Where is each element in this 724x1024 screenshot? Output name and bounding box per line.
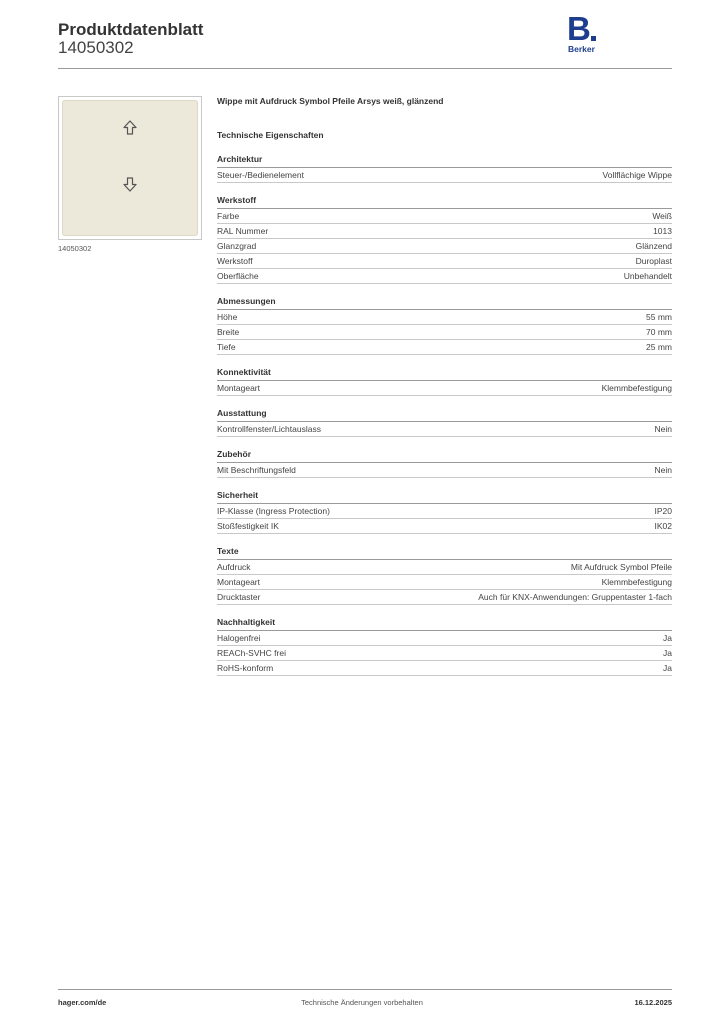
spec-table bbox=[217, 152, 672, 686]
spec-section bbox=[217, 365, 672, 396]
spec-section bbox=[217, 406, 672, 437]
spec-label: Stoßfestigkeit IK bbox=[217, 521, 279, 531]
spec-section bbox=[217, 615, 672, 676]
spec-label: Montageart bbox=[217, 383, 260, 393]
spec-value: Glänzend bbox=[635, 241, 672, 251]
spec-row bbox=[217, 519, 672, 534]
spec-row bbox=[217, 560, 672, 575]
spec-row bbox=[217, 661, 672, 676]
spec-value: Nein bbox=[654, 465, 672, 475]
spec-section bbox=[217, 294, 672, 355]
spec-row bbox=[217, 590, 672, 605]
image-caption: 14050302 bbox=[58, 244, 92, 253]
tech-properties-heading: Technische Eigenschaften bbox=[217, 130, 324, 140]
spec-label: Höhe bbox=[217, 312, 238, 322]
spec-row bbox=[217, 504, 672, 519]
spec-row bbox=[217, 340, 672, 355]
section-title: Architektur bbox=[217, 152, 672, 168]
spec-label: Aufdruck bbox=[217, 562, 251, 572]
spec-section bbox=[217, 193, 672, 284]
header-divider bbox=[58, 68, 672, 69]
spec-row bbox=[217, 239, 672, 254]
spec-row bbox=[217, 422, 672, 437]
section-title: Sicherheit bbox=[217, 488, 672, 504]
spec-value: Mit Aufdruck Symbol Pfeile bbox=[570, 562, 672, 572]
spec-value: Auch für KNX-Anwendungen: Gruppentaster 1-fach bbox=[478, 592, 672, 602]
section-title: Ausstattung bbox=[217, 406, 672, 422]
logo-letter: B bbox=[567, 10, 591, 47]
footer-divider bbox=[58, 989, 672, 990]
spec-value: Ja bbox=[663, 633, 672, 643]
section-title: Abmessungen bbox=[217, 294, 672, 310]
section-title: Werkstoff bbox=[217, 193, 672, 209]
page-title: Produktdatenblatt bbox=[58, 20, 204, 39]
spec-value: Klemmbefestigung bbox=[601, 577, 672, 587]
spec-value: Unbehandelt bbox=[623, 271, 672, 281]
spec-row bbox=[217, 381, 672, 396]
spec-section bbox=[217, 447, 672, 478]
spec-value: IK02 bbox=[654, 521, 672, 531]
spec-label: Montageart bbox=[217, 577, 260, 587]
spec-value: Nein bbox=[654, 424, 672, 434]
spec-label: Drucktaster bbox=[217, 592, 261, 602]
spec-section bbox=[217, 152, 672, 183]
arrow-up-outline-icon bbox=[120, 118, 140, 138]
spec-value: 25 mm bbox=[646, 342, 672, 352]
spec-row bbox=[217, 254, 672, 269]
footer-website: hager.com/de bbox=[58, 998, 107, 1007]
spec-label: REACh-SVHC frei bbox=[217, 648, 286, 658]
arrow-down-outline-icon bbox=[120, 174, 140, 194]
product-name: Wippe mit Aufdruck Symbol Pfeile Arsys weiß, glänzend bbox=[217, 96, 444, 106]
spec-row bbox=[217, 646, 672, 661]
spec-row bbox=[217, 310, 672, 325]
spec-row bbox=[217, 631, 672, 646]
spec-label: Breite bbox=[217, 327, 240, 337]
section-title: Zubehör bbox=[217, 447, 672, 463]
spec-label: Tiefe bbox=[217, 342, 236, 352]
section-title: Nachhaltigkeit bbox=[217, 615, 672, 631]
spec-label: Oberfläche bbox=[217, 271, 259, 281]
spec-row bbox=[217, 168, 672, 183]
spec-label: RoHS-konform bbox=[217, 663, 274, 673]
spec-label: RAL Nummer bbox=[217, 226, 269, 236]
spec-value: Weiß bbox=[652, 211, 672, 221]
spec-value: Ja bbox=[663, 648, 672, 658]
spec-label: IP-Klasse (Ingress Protection) bbox=[217, 506, 330, 516]
spec-row bbox=[217, 224, 672, 239]
spec-label: Farbe bbox=[217, 211, 240, 221]
article-number: 14050302 bbox=[58, 38, 134, 57]
spec-label: Glanzgrad bbox=[217, 241, 257, 251]
spec-row bbox=[217, 269, 672, 284]
logo-dot bbox=[591, 36, 596, 41]
spec-value: Ja bbox=[663, 663, 672, 673]
spec-value: Klemmbefestigung bbox=[601, 383, 672, 393]
footer-date: 16.12.2025 bbox=[634, 998, 672, 1007]
spec-label: Steuer-/Bedienelement bbox=[217, 170, 304, 180]
footer-notice: Technische Änderungen vorbehalten bbox=[301, 998, 423, 1007]
section-title: Konnektivität bbox=[217, 365, 672, 381]
spec-value: Vollflächige Wippe bbox=[602, 170, 672, 180]
section-title: Texte bbox=[217, 544, 672, 560]
spec-row bbox=[217, 325, 672, 340]
spec-section bbox=[217, 488, 672, 534]
spec-label: Mit Beschriftungsfeld bbox=[217, 465, 296, 475]
spec-value: 70 mm bbox=[646, 327, 672, 337]
spec-label: Halogenfrei bbox=[217, 633, 261, 643]
spec-value: 55 mm bbox=[646, 312, 672, 322]
spec-value: IP20 bbox=[654, 506, 672, 516]
berker-logo bbox=[567, 10, 607, 58]
spec-label: Werkstoff bbox=[217, 256, 253, 266]
spec-section bbox=[217, 544, 672, 605]
spec-row bbox=[217, 575, 672, 590]
spec-value: 1013 bbox=[653, 226, 672, 236]
logo-text: Berker bbox=[568, 44, 595, 54]
spec-value: Duroplast bbox=[635, 256, 672, 266]
product-image bbox=[58, 96, 202, 240]
spec-row bbox=[217, 209, 672, 224]
spec-row bbox=[217, 463, 672, 478]
spec-label: Kontrollfenster/Lichtauslass bbox=[217, 424, 321, 434]
rocker-switch bbox=[62, 100, 198, 236]
